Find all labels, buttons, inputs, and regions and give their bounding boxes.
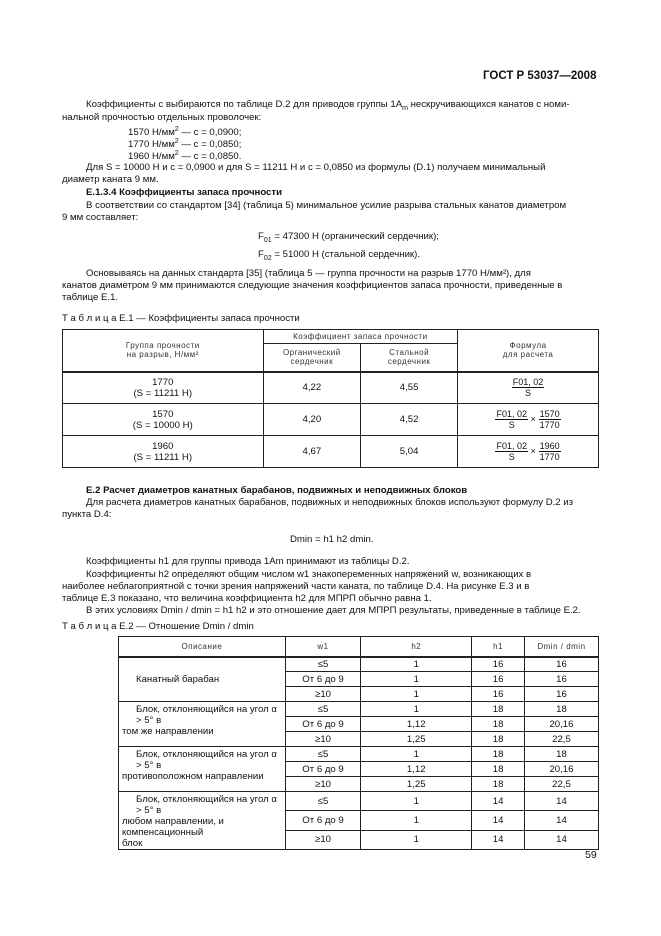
w1-cell: От 6 до 9 [285, 762, 360, 777]
h1-cell: 18 [472, 702, 525, 717]
header-cell: Органический сердечник [263, 344, 361, 372]
w1-cell: ≥10 [285, 732, 360, 747]
h1-cell: 18 [472, 732, 525, 747]
ratio-cell: 20,16 [524, 717, 598, 732]
header-cell: Стальной сердечник [361, 344, 458, 372]
ratio-cell: 14 [524, 811, 598, 830]
table-e2-caption: Т а б л и ц а E.2 — Отношение Dmin / dmin [62, 621, 254, 632]
w1-cell: ≤5 [285, 657, 360, 672]
h1-cell: 18 [472, 762, 525, 777]
table-e2 [118, 636, 599, 850]
ratio-cell: 14 [524, 830, 598, 849]
value-cell: 4,55 [361, 372, 458, 404]
e2-para1-line2: пункта D.4: [62, 509, 112, 520]
h2-cell: 1,12 [361, 717, 472, 732]
section-heading-e134: E.1.3.4 Коэффициенты запаса прочности [86, 187, 282, 198]
table-row [119, 792, 599, 811]
intro-para2-line2: диаметр каната 9 мм. [62, 174, 159, 185]
intro-para2-line1: Для S = 10000 Н и c = 0,0900 и для S = 11211 Н и c = 0,0850 из формулы (D.1) получаем минимальный [86, 162, 546, 173]
header-cell: Формула для расчета [458, 330, 599, 372]
e2-para4: В этих условиях Dmin / dmin = h1 h2 и это отношение дает для МПРП результаты, приведенные в таблице E.2. [86, 605, 581, 616]
h1-cell: 14 [472, 792, 525, 811]
group-cell: 1570 (S = 10000 Н) [63, 404, 264, 436]
e2-para3-line3: таблице E.3 показано, что величина коэффициента h2 для МПРП обычно равна 1. [62, 593, 432, 604]
formula-cell: $\frac{F01, 02}{S}$ × $\frac{1570}{1770}$ [458, 404, 599, 436]
value-cell: 4,22 [263, 372, 361, 404]
header-cell: h1 [472, 637, 525, 657]
h2-cell: 1 [361, 747, 472, 762]
value-cell: 5,04 [361, 436, 458, 468]
e134-para2-line3: таблице E.1. [62, 292, 119, 303]
page-number: 59 [585, 849, 597, 861]
group-cell: 1960 (S = 11211 Н) [63, 436, 264, 468]
h2-cell: 1 [361, 657, 472, 672]
table-e1-caption: Т а б л и ц а E.1 — Коэффициенты запаса прочности [62, 313, 300, 324]
header-cell: Dmin / dmin [524, 637, 598, 657]
table-row [63, 404, 599, 436]
w1-cell: От 6 до 9 [285, 811, 360, 830]
value-cell: 4,67 [263, 436, 361, 468]
document-id: ГОСТ Р 53037—2008 [483, 70, 597, 82]
ratio-cell: 14 [524, 792, 598, 811]
header-cell: Группа прочности на разрыв, Н/мм² [63, 330, 264, 372]
h2-cell: 1,25 [361, 732, 472, 747]
h1-cell: 18 [472, 747, 525, 762]
h2-cell: 1 [361, 672, 472, 687]
h2-cell: 1 [361, 792, 472, 811]
h2-cell: 1,25 [361, 777, 472, 792]
description-cell: Блок, отклоняющийся на угол α > 5° в том же направлении [119, 702, 286, 747]
h2-cell: 1,12 [361, 762, 472, 777]
e134-para1-line1: В соответствии со стандартом [34] (таблица 5) минимальное усилие разрыва стальных канатов диаметром [86, 200, 567, 211]
w1-cell: ≥10 [285, 687, 360, 702]
h1-cell: 18 [472, 717, 525, 732]
ratio-cell: 16 [524, 687, 598, 702]
ratio-cell: 18 [524, 747, 598, 762]
strength-item: 1570 $Н/мм^2$ — c = 0,0900; [128, 126, 242, 139]
table-row [119, 702, 599, 717]
description-cell: Канатный барабан [119, 657, 286, 702]
table-row [63, 436, 599, 468]
w1-cell: ≤5 [285, 747, 360, 762]
formula-cell: $\frac{F01, 02}{S}$ [458, 372, 599, 404]
value-cell: 4,20 [263, 404, 361, 436]
value-cell: 4,52 [361, 404, 458, 436]
intro-line-1: Коэффициенты c выбираются по таблице D.2 для приводов группы $1A_m$ нескручивающихся канатов с номи- [86, 99, 570, 112]
ratio-cell: 22,5 [524, 777, 598, 792]
f02-formula: $F_{02} = 51000$ Н (стальной сердечник). [258, 249, 420, 262]
table-e1 [62, 329, 599, 468]
ratio-cell: 18 [524, 702, 598, 717]
header-cell: Коэффициент запаса прочности [263, 330, 458, 344]
header-cell: h2 [361, 637, 472, 657]
e134-para1-line2: 9 мм составляет: [62, 212, 139, 223]
table-row [63, 372, 599, 404]
formula-cell: $\frac{F01, 02}{S}$ × $\frac{1960}{1770}$ [458, 436, 599, 468]
strength-item: 1770 $Н/мм^2$ — c = 0,0850; [128, 138, 242, 151]
e2-para1-line1: Для расчета диаметров канатных барабанов, подвижных и неподвижных блоков используют формулу D.2 из [86, 497, 574, 508]
group-cell: 1770 (S = 11211 Н) [63, 372, 264, 404]
e2-para3-line1: Коэффициенты h2 определяют общим числом w1 знакопеременных напряжений w, возникающих в [86, 569, 532, 580]
h2-cell: 1 [361, 702, 472, 717]
description-cell: Блок, отклоняющийся на угол α > 5° в любом направлении, и компенсационный блок [119, 792, 286, 850]
dmin-formula: Dmin = h1 h2 dmin. [290, 534, 374, 545]
h1-cell: 16 [472, 687, 525, 702]
f01-formula: $F_{01} = 47300$ Н (органический сердечник); [258, 231, 439, 244]
h2-cell: 1 [361, 687, 472, 702]
h2-cell: 1 [361, 830, 472, 849]
ratio-cell: 20,16 [524, 762, 598, 777]
e2-para2: Коэффициенты h1 для группы привода 1Am принимают из таблицы D.2. [86, 556, 410, 567]
table-row [119, 747, 599, 762]
ratio-cell: 22,5 [524, 732, 598, 747]
h1-cell: 16 [472, 657, 525, 672]
header-cell: Описание [119, 637, 286, 657]
table-row [119, 657, 599, 672]
w1-cell: ≤5 [285, 702, 360, 717]
h1-cell: 14 [472, 811, 525, 830]
ratio-cell: 16 [524, 672, 598, 687]
description-cell: Блок, отклоняющийся на угол α > 5° в противоположном направлении [119, 747, 286, 792]
e2-para3-line2: наиболее неблагоприятной с точки зрения напряжений части каната, по таблице D.4. На рисунке E.3 и в [62, 581, 530, 592]
w1-cell: От 6 до 9 [285, 717, 360, 732]
w1-cell: От 6 до 9 [285, 672, 360, 687]
e134-para2-line2: канатов диаметром 9 мм принимаются следующие значения коэффициентов запаса прочности, приведенные в [62, 280, 563, 291]
w1-cell: ≤5 [285, 792, 360, 811]
intro-line-2: нальной прочностью отдельных проволочек: [62, 112, 262, 123]
w1-cell: ≥10 [285, 777, 360, 792]
h2-cell: 1 [361, 811, 472, 830]
h1-cell: 18 [472, 777, 525, 792]
w1-cell: ≥10 [285, 830, 360, 849]
header-cell: w1 [285, 637, 360, 657]
e134-para2-line1: Основываясь на данных стандарта [35] (таблица 5 — группа прочности на разрыв 1770 Н/мм²), для [86, 268, 531, 279]
ratio-cell: 16 [524, 657, 598, 672]
h1-cell: 16 [472, 672, 525, 687]
h1-cell: 14 [472, 830, 525, 849]
section-heading-e2: E.2 Расчет диаметров канатных барабанов, подвижных и неподвижных блоков [86, 485, 468, 496]
strength-item: 1960 $Н/мм^2$ — c = 0,0850. [128, 150, 242, 163]
